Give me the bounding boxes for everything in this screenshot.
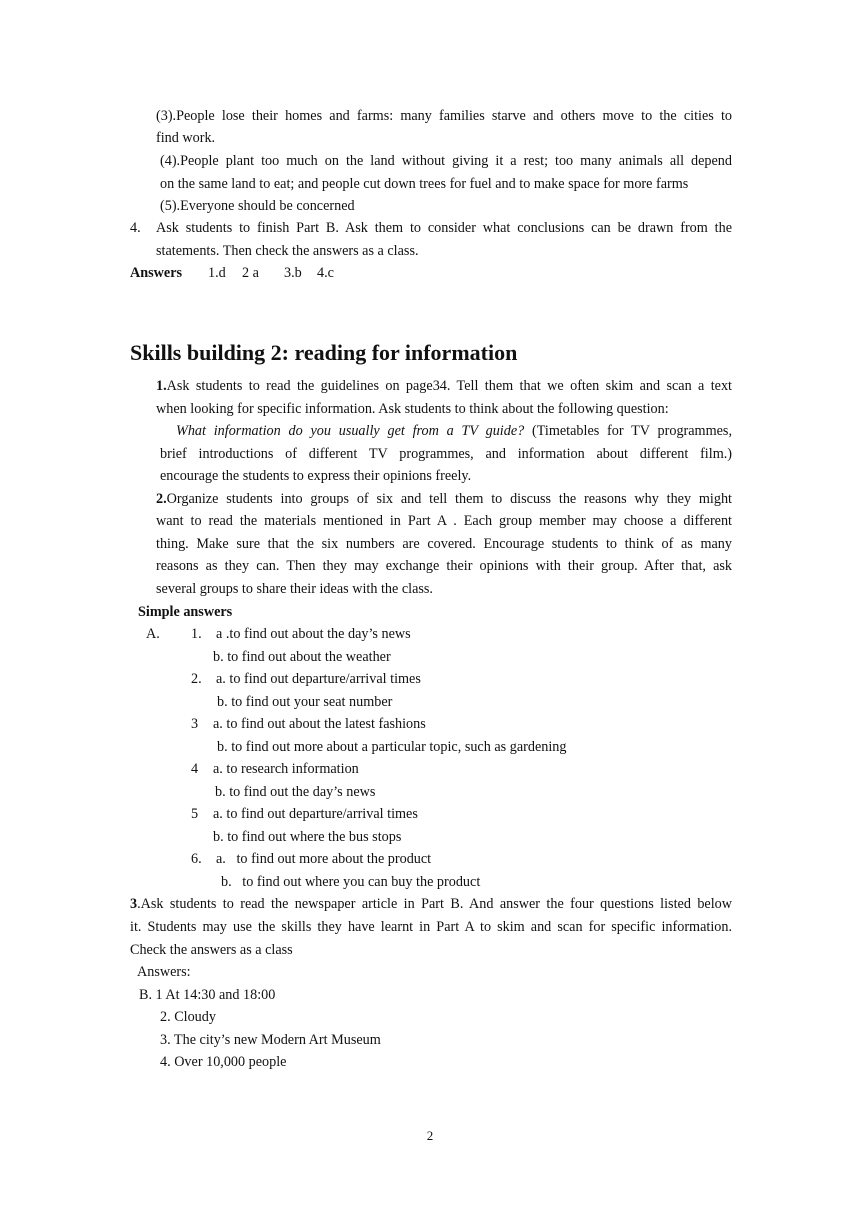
step-number: 1.: [156, 378, 167, 394]
item-number: 2.: [191, 671, 202, 687]
guide-question: What information do you usually get from a TV guide?: [176, 423, 525, 439]
paragraph-line: want to read the materials mentioned in Part A . Each group member may choose a different: [156, 513, 732, 529]
answer-line: 4. Over 10,000 people: [160, 1054, 287, 1070]
answers-label: Answers: [130, 265, 183, 281]
answer-b: b. to find out where you can buy the product: [221, 874, 481, 890]
answer-line: B. 1 At 14:30 and 18:00: [139, 987, 276, 1003]
item-number: 1.: [191, 626, 202, 642]
answer-b: b. to find out where the bus stops: [213, 829, 402, 845]
item-number: 3: [191, 716, 199, 732]
item-number: 6.: [191, 851, 202, 867]
step-text: Ask students to read the guidelines on page34. Tell them that we often skim and scan a text: [166, 378, 732, 394]
paragraph-line: it. Students may use the skills they have learnt in Part A to skim and scan for specific information.: [130, 919, 732, 935]
paragraph-line: [176, 422, 732, 440]
paragraph-line: on the same land to eat; and people cut down trees for fuel and to make space for more farms: [160, 176, 689, 192]
answer-a: a. to find out departure/arrival times: [213, 806, 418, 822]
paragraph-line: (5).Everyone should be concerned: [160, 198, 355, 214]
step-number: 3: [130, 896, 138, 912]
answer-a: a. to research information: [213, 761, 359, 777]
answer-item: 2 a: [242, 265, 259, 281]
step-number: 2.: [156, 491, 167, 507]
answer-line: 2. Cloudy: [160, 1009, 216, 1025]
answer-b: b. to find out the day’s news: [215, 784, 376, 800]
answer-a: a .to find out about the day’s news: [216, 626, 411, 642]
paragraph-line: several groups to share their ideas with the class.: [156, 581, 433, 597]
paragraph-line: (4).People plant too much on the land without giving it a rest; too many animals all depend: [160, 153, 732, 169]
step-text: Organize students into groups of six and tell them to discuss the reasons why they might: [166, 491, 732, 507]
paragraph-line: brief introductions of different TV programmes, and information about different film.): [160, 446, 732, 462]
paragraph-line: [156, 490, 732, 508]
part-label: A.: [146, 626, 160, 642]
paragraph-line: Check the answers as a class: [130, 942, 293, 958]
paragraph-line: find work.: [156, 130, 216, 146]
answer-b: b. to find out your seat number: [217, 694, 393, 710]
answer-a: a. to find out more about the product: [216, 851, 432, 867]
answer-line: 3. The city’s new Modern Art Museum: [160, 1032, 381, 1048]
paragraph-line: reasons as they can. Then they may exchange their opinions with their group. After that, ask: [156, 558, 732, 574]
paragraph-line: when looking for specific information. Ask students to think about the following question:: [156, 401, 669, 417]
answers-label: Answers:: [137, 964, 191, 980]
simple-answers-label: Simple answers: [138, 604, 233, 620]
answer-item: 4.c: [317, 265, 334, 281]
section-heading: Skills building 2: reading for information: [130, 340, 518, 365]
item-number: 4: [191, 761, 199, 777]
paragraph-line: Ask students to finish Part B. Ask them to consider what conclusions can be drawn from the: [156, 220, 732, 236]
question-answer: (Timetables for TV programmes,: [532, 423, 732, 439]
paragraph-line: encourage the students to express their opinions freely.: [160, 468, 472, 484]
paragraph-line: (3).People lose their homes and farms: many families starve and others move to the cities to: [156, 108, 732, 124]
paragraph-line: thing. Make sure that the six numbers are covered. Encourage students to think of as many: [156, 536, 732, 552]
answer-b: b. to find out more about a particular topic, such as gardening: [217, 739, 567, 755]
answer-b: b. to find out about the weather: [213, 649, 391, 665]
answer-item: 1.d: [208, 265, 226, 281]
answer-item: 3.b: [284, 265, 302, 281]
list-number: 4.: [130, 220, 141, 236]
paragraph-line: statements. Then check the answers as a class.: [156, 243, 419, 259]
paragraph-line: [130, 895, 732, 913]
answer-a: a. to find out about the latest fashions: [213, 716, 426, 732]
item-number: 5: [191, 806, 199, 822]
page-number: 2: [426, 1128, 434, 1143]
answer-a: a. to find out departure/arrival times: [216, 671, 421, 687]
step-text: .Ask students to read the newspaper article in Part B. And answer the four questions listed below: [137, 896, 732, 912]
paragraph-line: [156, 377, 732, 395]
